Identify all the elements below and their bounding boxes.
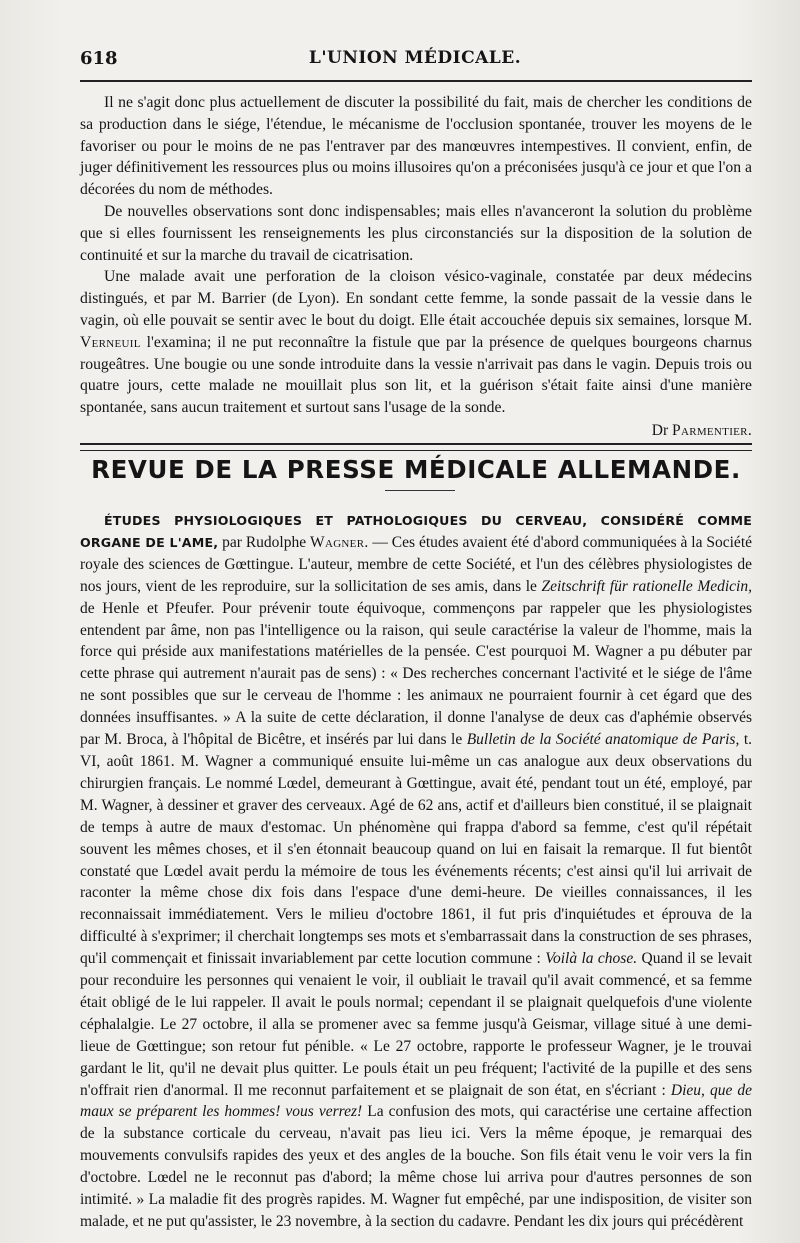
paragraph-1: Il ne s'agit donc plus actuellement de discuter la possibilité du fait, mais de chercher les conditions de sa production dans le siége, l'étendue, le mécanisme de l'occlusion spontanée, trouver les moyens de le favoriser ou pour le moins de ne pas l'entraver par des manœuvres intempestives. Il convient, enfin, de juger définitivement les ressources plus ou moins illusoires qu'on a préconisées jusqu'à ce jour et que l'on a décorées du nom de méthodes. — [80, 94, 752, 199]
running-title: L'UNION MÉDICALE. — [308, 48, 522, 68]
article-by: par Rudolphe — [218, 533, 311, 551]
section-title: REVUE DE LA PRESSE MÉDICALE ALLEMANDE. — [91, 455, 741, 484]
quoted-phrase-2: Dieu, que de maux se préparent les hommes! vous verrez! — [80, 1081, 753, 1121]
article-paragraph — [80, 510, 752, 1233]
journal-title-1: Zeitschrift für rationelle Medicin, — [541, 577, 752, 595]
article-author: Wagner. — [310, 533, 369, 551]
article-text-2: de Henle et Pfeufer. Pour prévenir toute équivoque, commençons par rappeler que les physiologistes entendent par âme, non pas l'intelligence ou la raison, qui seule caractérise la valeur de l'homme, mais la force qui préside aux manifestations matérielles de la pensée. C'est pourquoi M. Wagner a pu débuter par cette phrase qui autrement n'aurait pas de sens) : « Des recherches concernant l'activité et le siége de l'âme ne sont possibles que sur le cerveau de l'homme : les animaux ne pourraient fournir à cet égard que des données insuffisantes. » A la suite de cette déclaration, il donne l'analyse de deux cas d'aphémie observés par M. Broca, à l'hôpital de Bicêtre, et insérés par lui dans le — [80, 599, 752, 749]
paragraph-3-part-b: l'examina; il ne put reconnaître la fistule que par la présence de quelques bourgeons charnus rougeâtres. Une bougie ou une sonde introduite dans la vessie n'arrivait pas dans le vagin. Depuis trois ou quatre jours, cette malade ne mouillait plus son lit, et la guérison s'était faite ainsi d'une manière spontanée, sans aucun traitement et surtout sans l'usage de la sonde. — [80, 333, 752, 417]
article-text-4: Quand il se levait pour reconduire les personnes qui venaient le voir, il oubliait le travail qu'il avait commencé, et sa femme était obligé de le lui rappeler. Il avait le pouls normal; cependant il se plaignait quelquefois d'une violente céphalalgie. Le 27 octobre, il alla se promener avec sa femme jusqu'à Geismar, village situé à une demi-lieue de Gœttingue; son retour fut pénible. « Le 27 octobre, rapporte le professeur Wagner, je le trouvai gardant le lit, qu'il ne devait plus quitter. Le pouls était un peu fréquent; l'activité de la pupille et des sens n'offrait rien d'anormal. Il me reconnut parfaitement et se plaignait de son état, en s'écriant : — [80, 950, 753, 1099]
page-number: 618 — [80, 48, 118, 69]
header-rule — [80, 80, 752, 82]
paragraph-3 — [80, 266, 752, 419]
signature-name: Parmentier. — [672, 421, 752, 439]
signature-prefix: Dr — [651, 421, 673, 439]
review-article — [80, 510, 752, 1233]
article-text-5: La confusion des mots, qui caractérise une certaine affection de la substance corticale du cerveau, n'avait pas lieu ici. Vers la même époque, je remarquai des mouvements convulsifs rapides des yeux et des angles de la bouche. Son fils était venu le voir vers la fin d'octobre. Lœdel ne le reconnut pas d'abord; la même chose lui arriva pour d'autres personnes de son intimité. » La maladie fit des progrès rapides. M. Wagner fut empêché, par une indisposition, de visiter son malade, et ne put qu'assister, le 23 novembre, à la section du cadavre. Pendant les dix jours qui précédèrent — [80, 1103, 752, 1230]
paragraph-2: De nouvelles observations sont donc indispensables; mais elles n'avanceront la solution du problème que si elles fournissent les renseignements les plus circonstanciés sur la disposition de la solution de continuité et sur la marche du travail de cicatrisation. — [80, 202, 752, 264]
author-signature — [80, 419, 752, 443]
article-text-1: — Ces études avaient été d'abord communiquées à la Société royale des sciences de Gœttingue. L'auteur, membre de cette Société, et l'un des célèbres physiologistes de nos jours, vient de les reproduire, sur la sollicitation de ses amis, dans le — [80, 533, 753, 595]
previous-article-conclusion — [80, 92, 752, 443]
article-text-3: t. VI, août 1861. M. Wagner a communiqué ensuite lui-même un cas analogue aux deux observations du chirurgien français. Le nommé Lœdel, demeurant à Gœttingue, avait été, pendant tout un été, employé, par M. Wagner, à dessiner et graver des cerveaux. Agé de 62 ans, actif et d'ailleurs bien constitué, il se plaignait de temps à autre de maux d'estomac. Un phénomène qui frappa d'abord sa femme, c'est qu'il répétait souvent les mêmes choses, et il s'en étonnait beaucoup quand on lui en faisait la remarque. Il fut bientôt constaté que Lœdel avait perdu la mémoire de tous les événements récents; c'est ainsi qu'il lui arrivait de raconter la même chose dix fois dans l'espace d'une demi-heure. De vieilles connaissances, il les reconnaissait immédiatement. Vers le milieu d'octobre 1861, il fut pris d'inquiétudes et éprouva de la difficulté à s'exprimer; il cherchait longtemps ses mots et s'embarrassait dans la construction de ses phrases, qu'il commençait et finissait invariablement par cette locution commune : — [80, 731, 752, 968]
title-underline — [385, 490, 455, 491]
paragraph-3-part-a: Une malade avait une perforation de la cloison vésico-vaginale, constatée par deux médecins distingués, et par M. Barrier (de Lyon). En sondant cette femme, la sonde passait de la vessie dans le vagin, où elle pouvait se sentir avec le bout du doigt. Elle était accouchée depuis six semaines, lorsque M. — [80, 268, 752, 329]
quoted-phrase-1: Voilà la chose. — [545, 950, 638, 968]
section-double-rule — [80, 443, 752, 451]
article-lead-heading: ÉTUDES PHYSIOLOGIQUES ET PATHOLOGIQUES DU CERVEAU, CONSIDÉRÉ COMME ORGANE DE L'AME, — [80, 513, 752, 550]
journal-title-2: Bulletin de la Société anatomique de Paris, — [466, 731, 740, 749]
page-header — [80, 48, 750, 76]
surgeon-name: Verneuil — [80, 333, 141, 351]
